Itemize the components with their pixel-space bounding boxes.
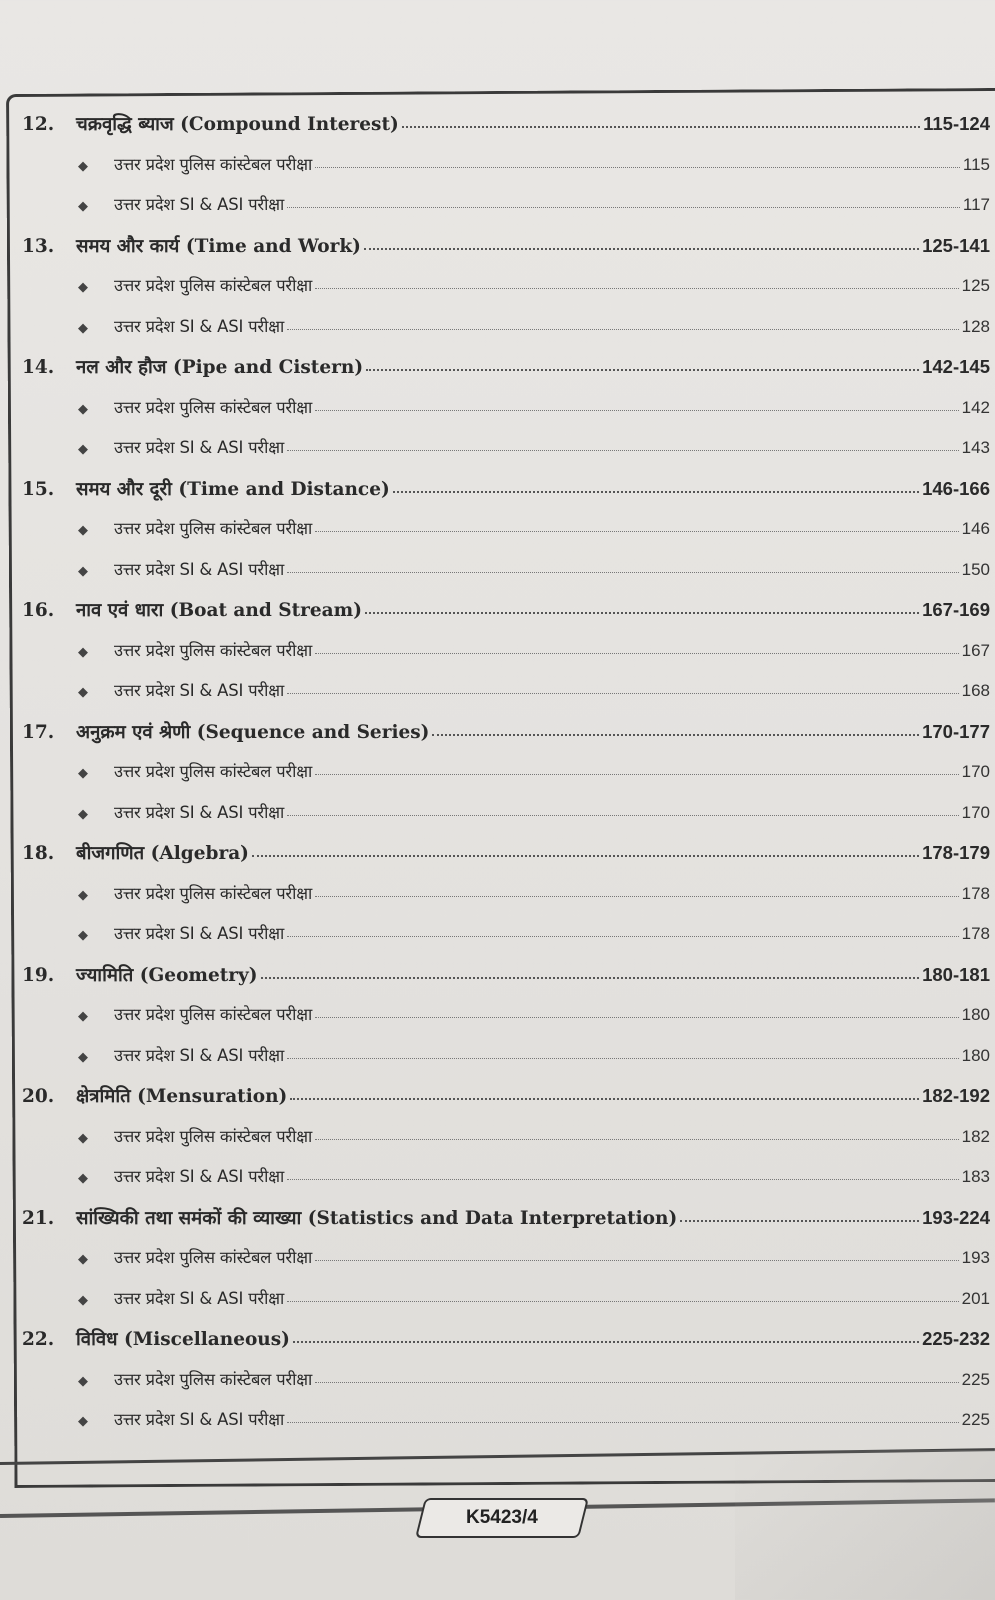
- dot-leader: [290, 1097, 919, 1100]
- toc-chapter-row: [22, 226, 990, 267]
- subentry-label: उत्तर प्रदेश पुलिस कांस्टेबल परीक्षा: [114, 154, 313, 174]
- chapter-page-range: 142-145: [922, 356, 990, 377]
- subentry-label: उत्तर प्रदेश पुलिस कांस्टेबल परीक्षा: [114, 1005, 313, 1024]
- diamond-bullet-icon: ◆: [78, 1009, 88, 1024]
- chapter-title: [76, 1077, 287, 1117]
- subentry-page: 168: [961, 681, 990, 700]
- toc-chapter-row: [22, 469, 990, 510]
- subentry-label: उत्तर प्रदेश पुलिस कांस्टेबल परीक्षा: [114, 519, 313, 538]
- chapter-number: 20.: [22, 1086, 55, 1107]
- chapter-title-english: (Boat and Stream): [169, 600, 362, 621]
- chapter-number: 15.: [22, 478, 55, 500]
- toc-subentry-row: [22, 1157, 990, 1198]
- chapter-title: [76, 713, 429, 753]
- chapter-number: 17.: [22, 721, 55, 743]
- diamond-bullet-icon: ◆: [78, 280, 88, 295]
- subentry-page: 150: [961, 559, 990, 579]
- subentry-page: 143: [961, 438, 990, 457]
- toc-chapter-row: [22, 104, 990, 145]
- diamond-bullet-icon: ◆: [78, 644, 88, 660]
- diamond-bullet-icon: ◆: [78, 1414, 88, 1429]
- chapter-page-range: 180-181: [922, 963, 990, 985]
- chapter-title-english: (Miscellaneous): [124, 1329, 290, 1350]
- subentry-label: उत्तर प्रदेश पुलिस कांस्टेबल परीक्षा: [114, 397, 313, 417]
- dot-leader: [315, 652, 959, 654]
- chapter-page-range: 146-166: [922, 477, 990, 499]
- subentry-page: 117: [962, 195, 990, 214]
- dot-leader: [402, 125, 920, 128]
- subentry-label: उत्तर प्रदेश SI & ASI परीक्षा: [114, 924, 285, 943]
- dot-leader: [287, 935, 959, 937]
- chapter-title: [76, 1320, 290, 1360]
- dot-leader: [287, 1057, 959, 1059]
- diamond-bullet-icon: ◆: [78, 320, 88, 336]
- diamond-bullet-icon: ◆: [78, 563, 88, 579]
- subentry-label: उत्तर प्रदेश SI & ASI परीक्षा: [114, 1288, 285, 1308]
- toc-subentry-row: [22, 307, 990, 348]
- chapter-title-hindi: विविध: [76, 1329, 118, 1350]
- subentry-page: 180: [961, 1005, 990, 1024]
- diamond-bullet-icon: ◆: [78, 1130, 88, 1146]
- subentry-page: 167: [961, 640, 990, 660]
- toc-chapter-row: [22, 347, 990, 388]
- diamond-bullet-icon: ◆: [78, 928, 88, 943]
- chapter-title-hindi: ज्यामिति: [76, 964, 134, 986]
- toc-chapter-row: [22, 1076, 990, 1117]
- dot-leader: [680, 1219, 919, 1222]
- toc-subentry-row: [22, 1400, 990, 1441]
- subentry-label: उत्तर प्रदेश पुलिस कांस्टेबल परीक्षा: [114, 883, 313, 903]
- chapter-number: 19.: [22, 964, 55, 986]
- chapter-title: [76, 591, 362, 631]
- toc-subentry-row: [22, 914, 990, 955]
- dot-leader: [287, 206, 960, 208]
- diamond-bullet-icon: ◆: [78, 1373, 88, 1389]
- diamond-bullet-icon: ◆: [78, 887, 88, 903]
- table-of-contents: [22, 104, 990, 1441]
- dot-leader: [287, 571, 959, 573]
- chapter-title: [76, 1199, 677, 1239]
- chapter-title-english: (Pipe and Cistern): [172, 357, 364, 378]
- toc-subentry-row: [22, 1238, 990, 1279]
- subentry-page: 225: [961, 1369, 990, 1389]
- subentry-label: उत्तर प्रदेश पुलिस कांस्टेबल परीक्षा: [114, 640, 313, 660]
- dot-leader: [315, 287, 959, 289]
- chapter-title-english: (Sequence and Series): [196, 721, 430, 743]
- chapter-title-hindi: नाव एवं धारा: [76, 600, 164, 621]
- chapter-title-english: (Mensuration): [137, 1086, 288, 1107]
- toc-subentry-row: [22, 145, 990, 186]
- toc-subentry-row: [22, 1360, 990, 1401]
- chapter-title-english: (Algebra): [150, 843, 249, 864]
- diamond-bullet-icon: ◆: [78, 685, 88, 700]
- chapter-title-english: (Statistics and Data Interpretation): [307, 1207, 678, 1229]
- chapter-title-english: (Compound Interest): [180, 114, 399, 135]
- toc-subentry-row: [22, 1117, 990, 1158]
- chapter-title-english: (Time and Work): [185, 235, 361, 257]
- chapter-page-range: 170-177: [922, 720, 990, 742]
- diamond-bullet-icon: ◆: [78, 1252, 88, 1267]
- subentry-label: उत्तर प्रदेश SI & ASI परीक्षा: [114, 195, 285, 214]
- toc-subentry-row: [22, 631, 990, 672]
- toc-chapter-row: [22, 1319, 990, 1360]
- subentry-page: 146: [961, 519, 990, 538]
- toc-chapter-row: [22, 590, 990, 631]
- chapter-title-hindi: नल और हौज: [76, 357, 167, 378]
- dot-leader: [432, 733, 919, 736]
- dot-leader: [287, 1178, 959, 1180]
- dot-leader: [315, 1259, 959, 1261]
- subentry-label: उत्तर प्रदेश SI & ASI परीक्षा: [114, 559, 285, 579]
- toc-subentry-row: [22, 671, 990, 712]
- subentry-page: 178: [961, 924, 990, 943]
- dot-leader: [287, 814, 959, 816]
- subentry-page: 183: [961, 1167, 990, 1186]
- chapter-number: 22.: [22, 1329, 55, 1350]
- chapter-page-range: 178-179: [922, 842, 990, 863]
- dot-leader: [315, 1016, 959, 1018]
- toc-subentry-row: [22, 185, 990, 226]
- chapter-title: [76, 105, 399, 145]
- dot-leader: [315, 166, 960, 168]
- toc-subentry-row: [22, 793, 990, 834]
- subentry-page: 180: [961, 1045, 990, 1065]
- toc-subentry-row: [22, 1036, 990, 1077]
- dot-leader: [366, 368, 919, 371]
- subentry-label: उत्तर प्रदेश SI & ASI परीक्षा: [114, 681, 285, 700]
- diamond-bullet-icon: ◆: [78, 442, 88, 457]
- subentry-page: 225: [961, 1410, 990, 1429]
- subentry-page: 178: [961, 883, 990, 903]
- chapter-title: [76, 956, 258, 996]
- subentry-label: उत्तर प्रदेश SI & ASI परीक्षा: [114, 1167, 285, 1186]
- toc-chapter-row: [22, 833, 990, 874]
- chapter-title: [76, 834, 249, 874]
- diamond-bullet-icon: ◆: [78, 199, 88, 214]
- footer-code-badge: [415, 1498, 589, 1538]
- subentry-label: उत्तर प्रदेश पुलिस कांस्टेबल परीक्षा: [114, 762, 313, 781]
- dot-leader: [287, 449, 959, 451]
- toc-subentry-row: [22, 388, 990, 429]
- dot-leader: [287, 692, 959, 694]
- chapter-page-range: 125-141: [922, 234, 990, 256]
- diamond-bullet-icon: ◆: [78, 401, 88, 417]
- dot-leader: [252, 854, 919, 857]
- toc-subentry-row: [22, 995, 990, 1036]
- dot-leader: [287, 328, 959, 330]
- subentry-label: उत्तर प्रदेश SI & ASI परीक्षा: [114, 1410, 285, 1429]
- chapter-title-hindi: चक्रवृद्धि ब्याज: [76, 114, 174, 135]
- subentry-label: उत्तर प्रदेश SI & ASI परीक्षा: [114, 802, 285, 822]
- subentry-label: उत्तर प्रदेश SI & ASI परीक्षा: [114, 438, 285, 457]
- toc-chapter-row: [22, 1198, 990, 1239]
- subentry-page: 182: [961, 1126, 990, 1146]
- dot-leader: [315, 1381, 959, 1383]
- toc-subentry-row: [22, 550, 990, 591]
- toc-subentry-row: [22, 509, 990, 550]
- dot-leader: [315, 409, 959, 411]
- subentry-label: उत्तर प्रदेश SI & ASI परीक्षा: [114, 1045, 285, 1065]
- chapter-title-english: (Geometry): [139, 964, 258, 986]
- page-shadow: [735, 1450, 995, 1600]
- toc-subentry-row: [22, 874, 990, 915]
- dot-leader: [261, 976, 920, 979]
- dot-leader: [315, 530, 959, 532]
- chapter-number: 16.: [22, 600, 55, 621]
- toc-subentry-row: [22, 1279, 990, 1320]
- subentry-label: उत्तर प्रदेश पुलिस कांस्टेबल परीक्षा: [114, 1248, 313, 1267]
- toc-subentry-row: [22, 752, 990, 793]
- subentry-page: 170: [961, 762, 990, 781]
- subentry-label: उत्तर प्रदेश SI & ASI परीक्षा: [114, 316, 285, 336]
- dot-leader: [393, 490, 919, 493]
- footer-code: K5423/4: [466, 1507, 538, 1528]
- subentry-label: उत्तर प्रदेश पुलिस कांस्टेबल परीक्षा: [114, 1369, 313, 1389]
- chapter-title-hindi: समय और कार्य: [76, 235, 180, 257]
- toc-chapter-row: [22, 712, 990, 753]
- diamond-bullet-icon: ◆: [78, 806, 88, 822]
- chapter-title: [76, 470, 390, 510]
- subentry-page: 170: [961, 802, 990, 822]
- subentry-label: उत्तर प्रदेश पुलिस कांस्टेबल परीक्षा: [114, 1126, 313, 1146]
- dot-leader: [365, 611, 919, 614]
- chapter-number: 12.: [22, 114, 55, 135]
- dot-leader: [287, 1421, 959, 1423]
- chapter-title-hindi: बीजगणित: [76, 843, 145, 864]
- toc-chapter-row: [22, 955, 990, 996]
- chapter-number: 21.: [22, 1207, 55, 1229]
- dot-leader: [287, 1300, 959, 1302]
- subentry-page: 128: [961, 316, 990, 336]
- diamond-bullet-icon: ◆: [78, 1049, 88, 1065]
- chapter-number: 13.: [22, 235, 55, 257]
- subentry-page: 142: [961, 397, 990, 417]
- chapter-page-range: 225-232: [922, 1328, 990, 1349]
- subentry-page: 125: [961, 276, 990, 295]
- chapter-page-range: 193-224: [922, 1206, 990, 1228]
- diamond-bullet-icon: ◆: [78, 523, 88, 538]
- chapter-title-hindi: अनुक्रम एवं श्रेणी: [76, 721, 191, 743]
- chapter-title: [76, 348, 363, 388]
- chapter-title: [76, 227, 361, 267]
- chapter-title-english: (Time and Distance): [178, 478, 390, 500]
- diamond-bullet-icon: ◆: [78, 1171, 88, 1186]
- chapter-number: 14.: [22, 357, 55, 378]
- chapter-page-range: 182-192: [922, 1085, 990, 1106]
- subentry-label: उत्तर प्रदेश पुलिस कांस्टेबल परीक्षा: [114, 276, 313, 295]
- dot-leader: [315, 773, 959, 775]
- toc-subentry-row: [22, 266, 990, 307]
- chapter-title-hindi: क्षेत्रमिति: [76, 1086, 131, 1107]
- toc-subentry-row: [22, 428, 990, 469]
- subentry-page: 115: [962, 154, 990, 174]
- diamond-bullet-icon: ◆: [78, 158, 88, 174]
- subentry-page: 193: [961, 1248, 990, 1267]
- dot-leader: [315, 895, 959, 897]
- subentry-page: 201: [961, 1288, 990, 1308]
- chapter-page-range: 115-124: [923, 113, 990, 134]
- chapter-page-range: 167-169: [922, 599, 990, 620]
- dot-leader: [364, 247, 919, 250]
- diamond-bullet-icon: ◆: [78, 1292, 88, 1308]
- dot-leader: [293, 1340, 919, 1343]
- chapter-title-hindi: सांख्यिकी तथा समंकों की व्याख्या: [76, 1207, 302, 1229]
- chapter-title-hindi: समय और दूरी: [76, 478, 172, 500]
- chapter-number: 18.: [22, 843, 55, 864]
- dot-leader: [315, 1138, 959, 1140]
- diamond-bullet-icon: ◆: [78, 766, 88, 781]
